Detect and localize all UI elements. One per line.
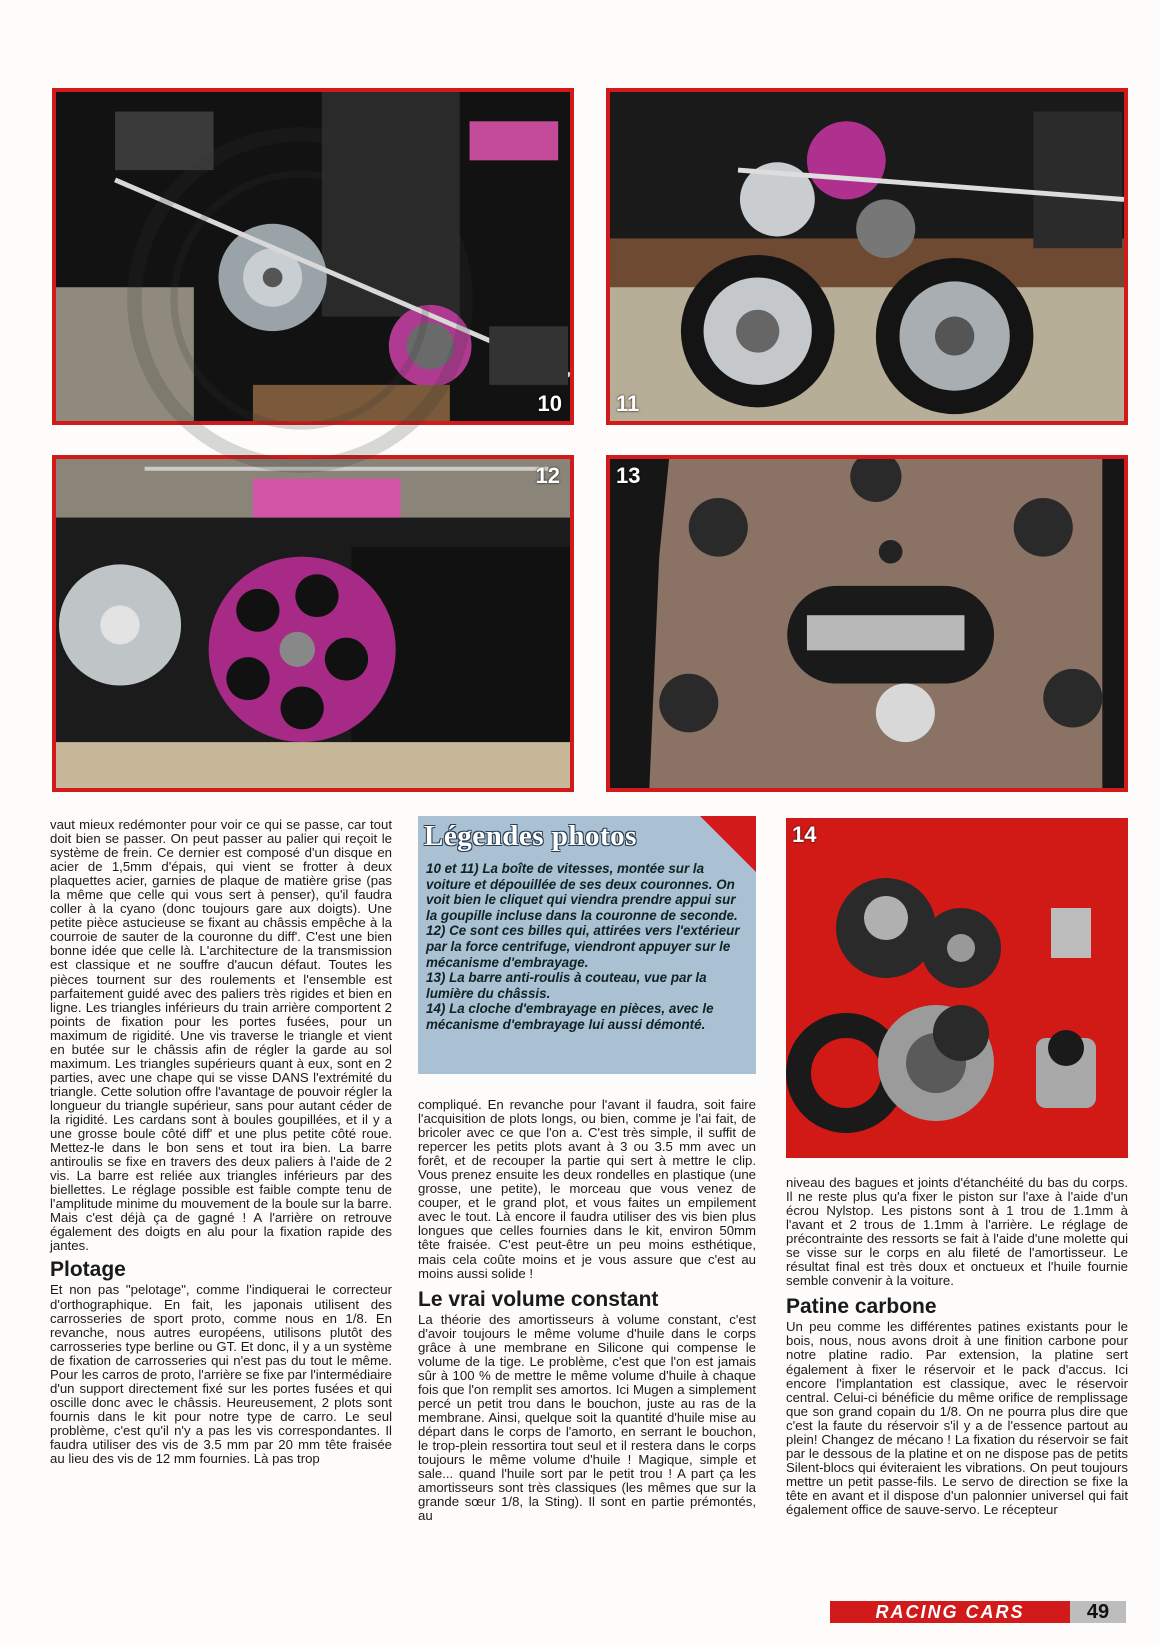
photo-captions-box	[418, 816, 756, 1074]
paragraph: Et non pas "pelotage", comme l'indiquerai le correcteur d'orthographique. En fait, les japonais utilisent des carrosseries de sport proto, comme nous en 1/8. En revanche, nous autres européens, utilisons plutôt des carrosseries type berline ou GT. Et donc, il y a un système de fixation de carrosseries qui n'est pas du tout le même. Pour les carros de proto, l'arrière se fixe par l'intermédiaire d'un support directement fixé sur les portes fusées et qui oscille donc avec le châssis. Heureusement, 2 plots sont fournis dans le kit pour notre type de carro. Le seul problème, c'est qu'il n'y a pas les vis correspondantes. Il faudra utiliser des vis de 3.5 mm par 20 mm tête fraisée au lieu des vis de 12 mm fournies. Là pas trop	[50, 1282, 392, 1467]
gear-crowns-photo-image	[610, 92, 1124, 421]
paragraph: niveau des bagues et joints d'étanchéité du bas du corps. Il ne reste plus qu'a fixer le piston sur l'axe à l'aide d'un écrou Nylstop. Les pistons sont à 1 trou de 1.1mm à l'avant et 2 trous de 1.1mm à l'arrière. Le réglage de précontrainte des ressorts se fait à l'aide d'une molette qui se visse sur le corps en alu fileté de l'amortisseur. Le résultat final est très doux et onctueux et l'huile fournie semble convenir à la voiture.	[786, 1175, 1128, 1289]
gearbox-photo-image	[56, 92, 570, 421]
captions-title: Légendes photos	[424, 820, 637, 852]
paragraph: compliqué. En revanche pour l'avant il faudra, soit faire l'acquisition de plots longs, ou bien, comme je l'ai fait, de bricoler avec ce que l'on a. C'est très simple, il suffit de repercer les petits plots avant à 3 ou 3.5 mm avec un forêt, et de recouper la partie qui sert à mettre le clip. Vous prenez ensuite les deux rondelles en plastique (une grosse, une petite), le morceau que vous venez de couper, et le grand plot, et vous faites un empilement avec le tout. Là encore il faudra utiliser des vis bien plus longues que celles fournies dans le kit, environ 50mm tête fraisée. C'est peut-être un peu moins esthétique, mais cela coûte moins et je vous assure que c'est au moins aussi solide !	[418, 1097, 756, 1281]
caption-14: 14) La cloche d'embrayage en pièces, avec le mécanisme d'embrayage lui aussi démonté.	[426, 1001, 714, 1032]
photo-number: 14	[792, 822, 817, 847]
magazine-brand: RACING CARS	[830, 1601, 1070, 1623]
antiroll-bar-photo-image	[610, 459, 1124, 788]
photo-number: 10	[537, 391, 562, 416]
page-number: 49	[1070, 1601, 1126, 1623]
photo-number: 11	[616, 391, 640, 416]
photo-number: 13	[616, 463, 641, 488]
photo-11	[606, 88, 1128, 425]
article-column-2	[418, 1098, 756, 1523]
clutch-balls-photo-image	[56, 459, 570, 788]
photo-14	[786, 818, 1128, 1158]
caption-10-11: 10 et 11) La boîte de vitesses, montée sur la voiture et dépouillée de ses deux couronnes. On voit bien le cliquet qui viendra prendre appui sur la goupille incluse dans la couronne de seconde.	[426, 861, 738, 923]
article-column-3	[786, 1176, 1128, 1517]
caption-12: 12) Ce sont ces billes qui, attirées vers l'extérieur par la force centrifuge, viendront appuyer sur le mécanisme d'embrayage.	[426, 923, 740, 970]
section-heading-plotage: Plotage	[50, 1258, 126, 1282]
section-heading-patine-carbone: Patine carbone	[786, 1295, 937, 1319]
photo-10	[52, 88, 574, 425]
paragraph: Un peu comme les différentes patines existants pour le bois, nous, nous avons droit à une finition carbone pour notre platine radio. Par extension, la platine sert également à fixer le réservoir et le pack d'accus. Ici encore l'implantation est classique, avec le réservoir central. Celui-ci bénéficie du même orifice de remplissage que son grand copain du 1/8. On ne pourra plus dire que c'est la faute du réservoir s'il y a de l'essence partout au plein! Changez de mécano ! La fixation du réservoir se fait par le dessous de la platine et on ne dispose pas de petits Silent-blocs qui éviteraient les vibrations. On peut toujours mettre un petit passe-fils. Le servo de direction se fixe la tête en avant et il dispose d'un palonnier universel qui fait également office de sauve-servo. Le récepteur	[786, 1319, 1128, 1517]
caption-13: 13) La barre anti-roulis à couteau, vue par la lumière du châssis.	[426, 970, 707, 1001]
photo-number: 12	[535, 463, 560, 488]
section-heading-volume-constant: Le vrai volume constant	[418, 1287, 659, 1311]
photo-12	[52, 455, 574, 792]
clutch-parts-photo-image	[786, 818, 1128, 1158]
photo-13	[606, 455, 1128, 792]
paragraph: La théorie des amortisseurs à volume constant, c'est d'avoir toujours le même volume d'huile dans le corps grâce à une membrane en Silicone qui compense le volume de la tige. Le problème, c'est que l'on est jamais sûr à 100 % de mettre le même volume d'huile à chaque fois que l'on remplit ses amortos. Ici Mugen a simplement percé un petit trou dans le bouchon, juste au ras de la membrane. Ainsi, quelque soit la quantité d'huile mise au départ dans le corps de l'amorto, en serrant le bouchon, le trop-plein ressortira tout seul et il restera dans le corps toujours le même volume d'huile ! Magique, simple et sale... quand l'huile sort par le petit trou ! A part ça les amortisseurs sont très classiques (les mêmes que sur la grande sœur 1/8, la Sting). Il sont en partie prémontés, au	[418, 1311, 756, 1524]
article-column-1	[50, 818, 392, 1466]
captions-text	[426, 861, 748, 1033]
paragraph: vaut mieux redémonter pour voir ce qui se passe, car tout doit bien se passer. On peut passer au palier qui reçoit le système de frein. Ce dernier est composé d'un disque en acier de 1,5mm d'épais, qui vient se frotter à deux plaquettes acier, garnies de plaque de matière grise (pas la même que celle qui vous sert à penser), qu'il faudra coller à la cyano (donc toujours gare aux doigts). Une petite pièce astucieuse se fixant au châssis empêche à la courroie de sauter de la couronne du diff'. C'est une bien bonne idée que celle là. L'architecture de la transmission est classique et ne souffre d'aucun défaut. Toutes les pièces tournent sur des roulements et l'ensemble est parfaitement guidé avec des paliers très rigides et bien en ligne. Les triangles inférieurs du train arrière comportent 2 points de fixation pour les portes fusées, pour un maximum de rigidité. Une vis traverse le triangle et vient en butée sur le châssis afin de régler la garde au sol maximum. Les triangles supérieurs quant à eux, sont en 2 parties, avec une chape qui se visse DANS l'extrémité du triangle. Cette solution offre l'avantage de pouvoir régler la longueur du triangle supérieur, sans pour autant céder de la rigidité. Les cardans sont à boules goupillées, et il y a une grosse boule côté diff' et une plus petite côté roue. Mettez-le dans le bon sens et tout ira bien. La barre antiroulis se fixe en travers des deux paliers à l'aide de 2 vis. La barre est reliée aux triangles inférieurs par des biellettes. Le réglage possible est faible compte tenu de l'amplitude minime du mouvement de la boule sur la barre. Mais c'est déjà ça de gagné ! A l'arrière on retrouve également des doigts en alu pour la fixation rapide des jantes.	[50, 817, 392, 1254]
